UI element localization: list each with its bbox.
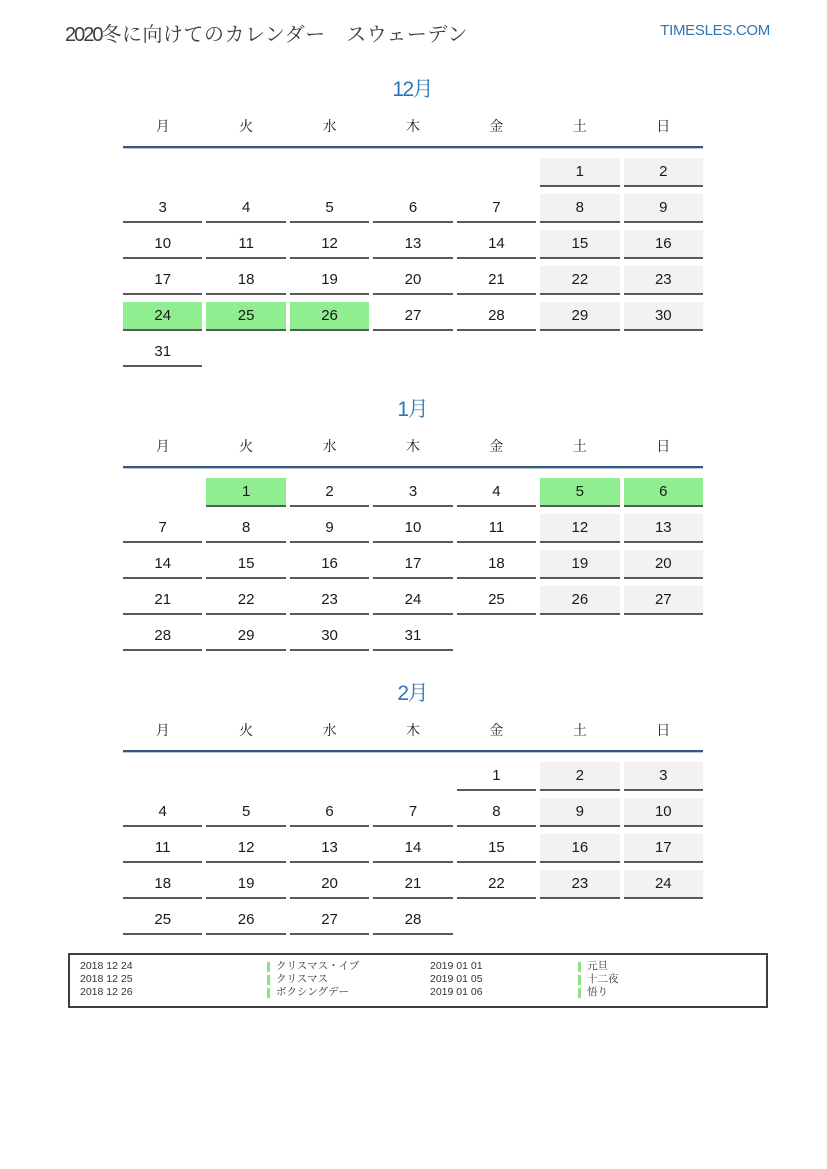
calendar-day-12-9: 9: [624, 194, 703, 223]
calendar-day-1-14: 14: [123, 550, 202, 579]
header-rule: [123, 750, 703, 753]
page-title-year: 2020: [65, 24, 102, 46]
calendar-day-12-4: 4: [206, 194, 285, 223]
site-logo-link[interactable]: TIMESLES.COM: [660, 22, 770, 39]
month-grid: [123, 478, 703, 651]
calendar-day-12-20: 20: [373, 266, 452, 295]
calendar-day-12-11: 11: [206, 230, 285, 259]
weekday-label: 月: [155, 438, 170, 454]
month-title-suffix: 月: [407, 682, 429, 705]
weekday-label: 水: [322, 722, 337, 738]
calendar-day-1-15: 15: [206, 550, 285, 579]
weekday-label: 日: [656, 438, 671, 454]
calendar-day-12-1: 1: [540, 158, 619, 187]
weekday-label: 火: [239, 722, 254, 738]
calendar-day-2-15: 15: [457, 834, 536, 863]
calendar-day-1-31: 31: [373, 622, 452, 651]
calendar-day-1-1: 1: [206, 478, 285, 507]
legend-holiday-name: 元旦: [587, 960, 608, 972]
calendar-day-1-18: 18: [457, 550, 536, 579]
calendar-day-1-26: 26: [540, 586, 619, 615]
weekday-label: 日: [656, 722, 671, 738]
legend-entry: [430, 973, 756, 986]
legend-date: 2019 01 05: [430, 973, 483, 985]
calendar-day-2-3: 3: [624, 762, 703, 791]
calendar-day-12-17: 17: [123, 266, 202, 295]
calendar-day-2-1: 1: [457, 762, 536, 791]
calendar-day-1-16: 16: [290, 550, 369, 579]
calendar-empty-cell: [457, 906, 536, 935]
calendar-empty-cell: [373, 762, 452, 791]
calendar-day-2-17: 17: [624, 834, 703, 863]
calendar-day-12-29: 29: [540, 302, 619, 331]
weekday-label: 火: [239, 118, 254, 134]
calendar-empty-cell: [123, 762, 202, 791]
calendar-day-2-2: 2: [540, 762, 619, 791]
calendar-day-2-19: 19: [206, 870, 285, 899]
calendar-day-12-14: 14: [457, 230, 536, 259]
calendar-day-1-20: 20: [624, 550, 703, 579]
legend-date: 2019 01 01: [430, 960, 483, 972]
calendar-day-12-26: 26: [290, 302, 369, 331]
legend-date: 2018 12 26: [80, 986, 133, 998]
month-grid: [123, 158, 703, 367]
weekday-label: 日: [656, 118, 671, 134]
weekday-label: 金: [489, 438, 504, 454]
calendar-day-1-3: 3: [373, 478, 452, 507]
calendar-day-2-23: 23: [540, 870, 619, 899]
calendar-empty-cell: [290, 338, 369, 367]
calendar-day-2-7: 7: [373, 798, 452, 827]
month-title: [123, 677, 703, 707]
weekday-label: 火: [239, 438, 254, 454]
page-title-text: 冬に向けてのカレンダー スウェーデン: [101, 24, 468, 46]
calendar-empty-cell: [540, 338, 619, 367]
calendar-day-12-18: 18: [206, 266, 285, 295]
legend-holiday-name: クリスマス・イブ: [276, 960, 360, 972]
month-title-number: 2: [397, 682, 408, 705]
calendar-day-2-5: 5: [206, 798, 285, 827]
calendar-day-12-31: 31: [123, 338, 202, 367]
calendar-day-1-11: 11: [457, 514, 536, 543]
legend-entry: [430, 986, 756, 999]
header-rule: [123, 146, 703, 149]
calendar-day-2-16: 16: [540, 834, 619, 863]
calendar-empty-cell: [206, 158, 285, 187]
calendar-day-1-24: 24: [373, 586, 452, 615]
calendar-day-2-22: 22: [457, 870, 536, 899]
holiday-marker-icon: [578, 962, 581, 972]
calendar-day-2-11: 11: [123, 834, 202, 863]
calendar-day-12-7: 7: [457, 194, 536, 223]
holiday-marker-icon: [267, 988, 270, 998]
legend-column: [80, 960, 406, 999]
weekday-label: 木: [405, 118, 420, 134]
calendar-empty-cell: [206, 338, 285, 367]
weekday-label: 木: [405, 722, 420, 738]
legend-column: [430, 960, 756, 999]
weekday-label: 月: [155, 118, 170, 134]
legend-holiday-name: ボクシングデー: [276, 986, 350, 998]
calendar-day-1-19: 19: [540, 550, 619, 579]
calendar-empty-cell: [373, 338, 452, 367]
calendar-empty-cell: [373, 158, 452, 187]
calendar-day-12-8: 8: [540, 194, 619, 223]
calendar-day-1-12: 12: [540, 514, 619, 543]
calendar-day-2-6: 6: [290, 798, 369, 827]
calendar-day-12-10: 10: [123, 230, 202, 259]
weekday-label: 水: [322, 438, 337, 454]
calendar-empty-cell: [540, 906, 619, 935]
calendar-day-12-21: 21: [457, 266, 536, 295]
legend-entry: [80, 960, 406, 973]
weekday-header-row: [123, 720, 703, 750]
calendar-empty-cell: [624, 906, 703, 935]
calendar-day-12-22: 22: [540, 266, 619, 295]
month-grid: [123, 762, 703, 935]
calendar-day-1-30: 30: [290, 622, 369, 651]
calendar-day-2-9: 9: [540, 798, 619, 827]
legend-entry: [80, 986, 406, 999]
holiday-marker-icon: [578, 988, 581, 998]
calendar-day-12-12: 12: [290, 230, 369, 259]
calendar-day-1-2: 2: [290, 478, 369, 507]
calendar-day-12-23: 23: [624, 266, 703, 295]
weekday-label: 土: [572, 722, 587, 738]
calendar-empty-cell: [624, 622, 703, 651]
calendar-day-2-14: 14: [373, 834, 452, 863]
calendar-day-12-2: 2: [624, 158, 703, 187]
calendar-day-12-5: 5: [290, 194, 369, 223]
legend-date: 2018 12 25: [80, 973, 133, 985]
month-title: [123, 73, 703, 103]
calendar-empty-cell: [457, 622, 536, 651]
calendar-day-2-21: 21: [373, 870, 452, 899]
weekday-label: 土: [572, 438, 587, 454]
calendar-day-2-10: 10: [624, 798, 703, 827]
weekday-header-row: [123, 116, 703, 146]
calendar-day-1-13: 13: [624, 514, 703, 543]
calendar-day-12-28: 28: [457, 302, 536, 331]
page-title: [65, 18, 468, 47]
calendar-day-1-17: 17: [373, 550, 452, 579]
calendar-day-2-13: 13: [290, 834, 369, 863]
month-title-suffix: 月: [407, 398, 429, 421]
calendar-empty-cell: [457, 158, 536, 187]
calendar-day-2-8: 8: [457, 798, 536, 827]
month-title-number: 1: [397, 398, 408, 421]
legend-holiday-name: 悟り: [587, 986, 608, 998]
calendar-empty-cell: [123, 478, 202, 507]
calendar-empty-cell: [457, 338, 536, 367]
calendar-day-1-7: 7: [123, 514, 202, 543]
calendar-day-1-28: 28: [123, 622, 202, 651]
weekday-label: 土: [572, 118, 587, 134]
legend-date: 2019 01 06: [430, 986, 483, 998]
calendar-empty-cell: [290, 762, 369, 791]
calendar-day-1-21: 21: [123, 586, 202, 615]
weekday-label: 金: [489, 722, 504, 738]
calendar-day-12-24: 24: [123, 302, 202, 331]
calendar-day-1-25: 25: [457, 586, 536, 615]
legend-entry: [430, 960, 756, 973]
holiday-marker-icon: [267, 975, 270, 985]
holiday-marker-icon: [267, 962, 270, 972]
calendar-day-12-13: 13: [373, 230, 452, 259]
calendar-empty-cell: [123, 158, 202, 187]
calendar-day-2-18: 18: [123, 870, 202, 899]
calendar-day-2-12: 12: [206, 834, 285, 863]
calendar-day-2-24: 24: [624, 870, 703, 899]
calendar-day-1-5: 5: [540, 478, 619, 507]
month-title: [123, 393, 703, 423]
calendar-day-12-6: 6: [373, 194, 452, 223]
calendar-day-1-8: 8: [206, 514, 285, 543]
calendar-empty-cell: [206, 762, 285, 791]
calendar-day-1-9: 9: [290, 514, 369, 543]
calendar-day-1-22: 22: [206, 586, 285, 615]
holiday-legend: [68, 953, 768, 1008]
calendar-day-2-20: 20: [290, 870, 369, 899]
weekday-label: 木: [405, 438, 420, 454]
weekday-label: 月: [155, 722, 170, 738]
calendar-day-12-16: 16: [624, 230, 703, 259]
calendar-day-2-4: 4: [123, 798, 202, 827]
legend-date: 2018 12 24: [80, 960, 133, 972]
month-title-suffix: 月: [412, 78, 434, 101]
calendar-day-1-23: 23: [290, 586, 369, 615]
calendar-day-2-27: 27: [290, 906, 369, 935]
calendar-day-2-25: 25: [123, 906, 202, 935]
month-title-number: 12: [392, 78, 413, 101]
month-section: [123, 393, 703, 651]
calendar-empty-cell: [624, 338, 703, 367]
header-rule: [123, 466, 703, 469]
month-section: [123, 677, 703, 935]
calendar-day-2-28: 28: [373, 906, 452, 935]
calendar-empty-cell: [540, 622, 619, 651]
calendar-day-1-4: 4: [457, 478, 536, 507]
calendar-day-12-3: 3: [123, 194, 202, 223]
month-section: [123, 73, 703, 367]
legend-entry: [80, 973, 406, 986]
calendar: [123, 73, 703, 935]
holiday-marker-icon: [578, 975, 581, 985]
calendar-empty-cell: [290, 158, 369, 187]
calendar-day-12-15: 15: [540, 230, 619, 259]
weekday-label: 金: [489, 118, 504, 134]
weekday-header-row: [123, 436, 703, 466]
calendar-day-12-30: 30: [624, 302, 703, 331]
calendar-day-12-27: 27: [373, 302, 452, 331]
calendar-day-1-6: 6: [624, 478, 703, 507]
page-header: [0, 0, 827, 47]
calendar-day-12-25: 25: [206, 302, 285, 331]
calendar-day-12-19: 19: [290, 266, 369, 295]
calendar-day-1-10: 10: [373, 514, 452, 543]
calendar-day-2-26: 26: [206, 906, 285, 935]
legend-holiday-name: クリスマス: [276, 973, 329, 985]
legend-holiday-name: 十二夜: [587, 973, 619, 985]
calendar-day-1-27: 27: [624, 586, 703, 615]
calendar-day-1-29: 29: [206, 622, 285, 651]
weekday-label: 水: [322, 118, 337, 134]
